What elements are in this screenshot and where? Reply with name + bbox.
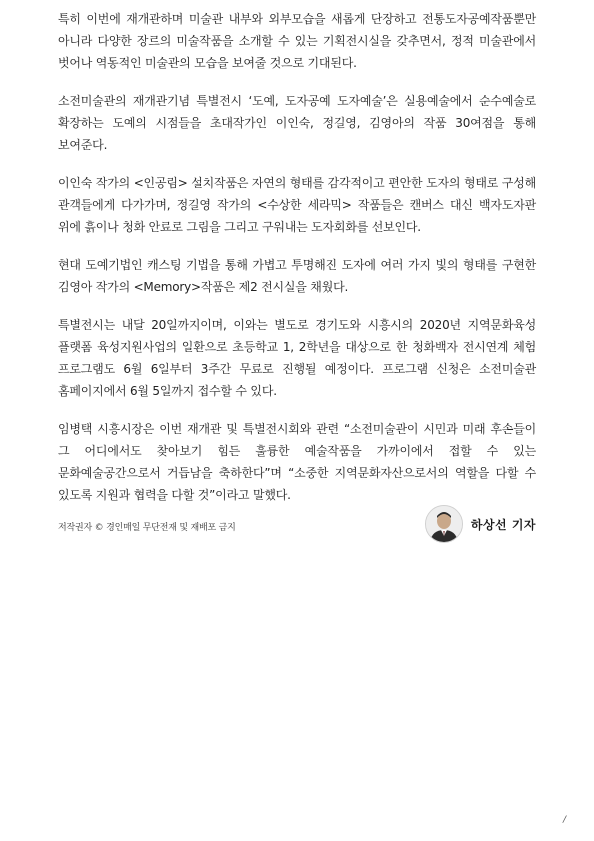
article-paragraph: 소전미술관의 재개관기념 특별전시 ‘도예, 도자공예 도자예술’은 실용예술에서 순수예술로 확장하는 도예의 시점들을 초대작가인 이인숙, 정길영, 김영아의 작품 30여점을 통해 보여준다.	[58, 94, 536, 152]
copyright-notice: 저작권자 © 경인매일 무단전재 및 재배포 금지	[58, 523, 236, 533]
article-paragraph: 이인숙 작가의 <인공림> 설치작품은 자연의 형태를 감각적이고 편안한 도자의 형태로 구성해 관객들에게 다가가며, 정길영 작가의 <수상한 세라믹> 작품들은 캔버스 대신 백자도자판 위에 흙이나 청화 안료로 그림을 그리고 구워내는 도자회화를 선보인다.	[58, 176, 536, 234]
page-mark: /	[562, 815, 566, 825]
article-paragraph: 임병택 시흥시장은 이번 재개관 및 특별전시회와 관련 “소전미술관이 시민과 미래 후손들이 그 어디에서도 찾아보기 힘든 훌륭한 예술작품을 가까이에서 접할 수 있는 문화예술공간으로서 거듭남을 축하한다”며 “소중한 지역문화자산으로서의 역할을 다할 수 있도록 지원과 협력을 다할 것”이라고 말했다.	[58, 422, 536, 502]
reporter-byline	[425, 505, 536, 543]
reporter-name[interactable]: 하상선 기자	[470, 517, 536, 532]
article-paragraph: 특별전시는 내달 20일까지이며, 이와는 별도로 경기도와 시흥시의 2020년 지역문화육성 플랫폼 육성지원사업의 일환으로 초등학교 1, 2학년을 대상으로 한 청화백자 전시연계 체험 프로그램도 6월 6일부터 3주간 무료로 진행될 예정이다. 프로그램 신청은 소전미술관 홈페이지에서 6월 5일까지 접수할 수 있다.	[58, 318, 536, 398]
article-paragraph: 현대 도예기법인 캐스팅 기법을 통해 가볍고 투명해진 도자에 여러 가지 빛의 형태를 구현한 김영아 작가의 <Memory>작품은 제2 전시실을 채웠다.	[58, 258, 536, 294]
article-paragraph: 특히 이번에 재개관하며 미술관 내부와 외부모습을 새롭게 단장하고 전통도자공예작품뿐만 아니라 다양한 장르의 미술작품을 소개할 수 있는 기획전시실을 갖추면서, 정적 미술관에서 벗어나 역동적인 미술관의 모습을 보여줄 것으로 기대된다.	[58, 12, 536, 70]
article-body	[58, 8, 536, 533]
reporter-photo-icon	[425, 505, 463, 543]
